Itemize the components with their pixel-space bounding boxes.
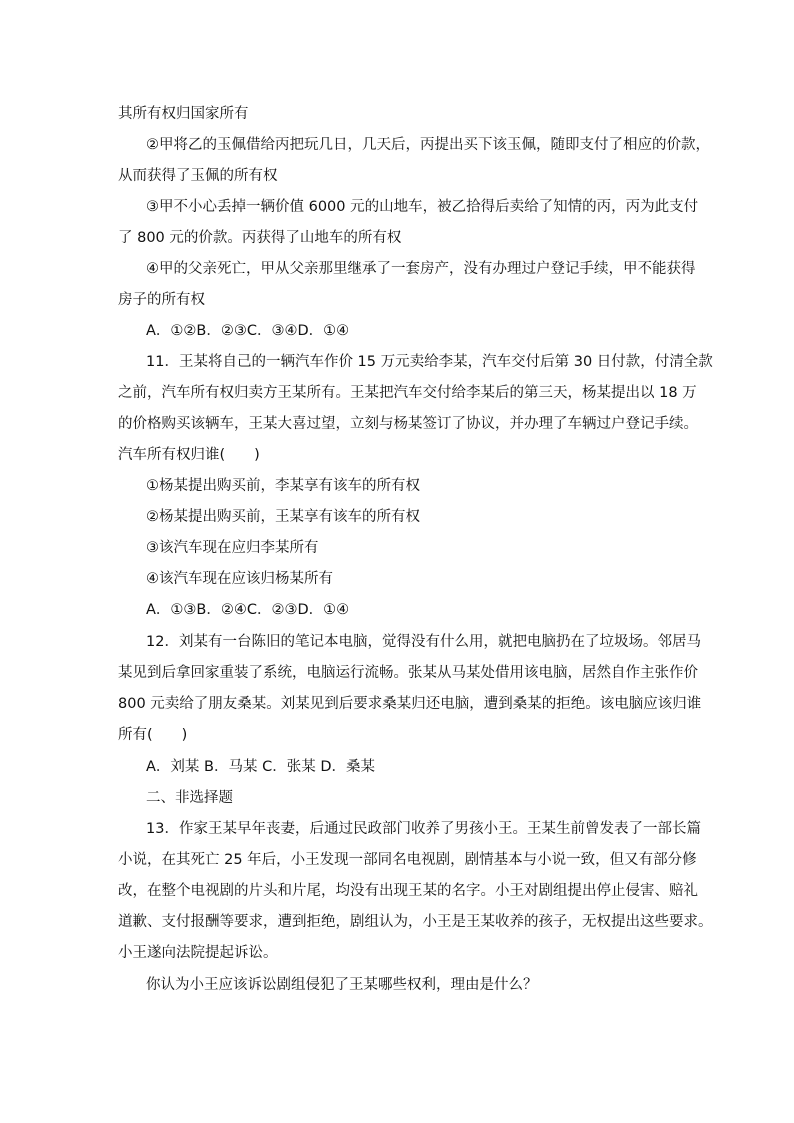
text-line: 的价格购买该辆车，王某大喜过望，立刻与杨某签订了协议，并办理了车辆过户登记手续。 xyxy=(118,416,698,432)
text-line: 所有( ) xyxy=(118,727,188,743)
question-12: 12．刘某有一台陈旧的笔记本电脑，觉得没有什么用，就把电脑扔在了垃圾场。邻居马 xyxy=(146,634,701,650)
question-13: 13．作家王某早年丧妻，后通过民政部门收养了男孩小王。王某生前曾发表了一部长篇 xyxy=(146,821,701,837)
option-line: ①杨某提出购买前，李某享有该车的所有权 xyxy=(146,478,420,494)
text-line: 小说，在其死亡 25 年后，小王发现一部同名电视剧，剧情基本与小说一致，但又有部分修 xyxy=(118,852,697,868)
option-line: ②杨某提出购买前，王某享有该车的所有权 xyxy=(146,509,420,525)
option-line: ③该汽车现在应归李某所有 xyxy=(146,540,319,556)
text-line: 了 800 元的价款。丙获得了山地车的所有权 xyxy=(118,230,402,246)
text-line: 小王遂向法院提起诉讼。 xyxy=(118,945,278,961)
text-line: 从而获得了玉佩的所有权 xyxy=(118,168,278,184)
text-line: 某见到后拿回家重装了系统，电脑运行流畅。张某从马某处借用该电脑，居然自作主张作价 xyxy=(118,665,698,681)
text-line: 改，在整个电视剧的片头和片尾，均没有出现王某的名字。小王对剧组提出停止侵害、赔礼 xyxy=(118,883,698,899)
text-line: 800 元卖给了朋友桑某。刘某见到后要求桑某归还电脑，遭到桑某的拒绝。该电脑应该归谁 xyxy=(118,696,702,712)
answer-choices: A．①③B．②④C．②③D．①④ xyxy=(146,602,350,618)
option-line: ④甲的父亲死亡，甲从父亲那里继承了一套房产，没有办理过户登记手续，甲不能获得 xyxy=(146,261,696,277)
text-line: 汽车所有权归谁( ) xyxy=(118,447,260,463)
text-line: 之前，汽车所有权归卖方王某所有。王某把汽车交付给李某后的第三天，杨某提出以 18 万 xyxy=(118,385,697,401)
section-heading: 二、非选择题 xyxy=(146,790,233,806)
answer-choices: A．①②B．②③C．③④D．①④ xyxy=(146,323,350,339)
question-prompt: 你认为小王应该诉讼剧组侵犯了王某哪些权利，理由是什么？ xyxy=(146,977,538,993)
option-line: ②甲将乙的玉佩借给丙把玩几日，几天后，丙提出买下该玉佩，随即支付了相应的价款， xyxy=(146,137,710,153)
question-11: 11．王某将自己的一辆汽车作价 15 万元卖给李某，汽车交付后第 30 日付款，付清全款 xyxy=(146,354,713,370)
option-line: ③甲不小心丢掉一辆价值 6000 元的山地车，被乙拾得后卖给了知情的丙，丙为此支付 xyxy=(146,199,699,215)
answer-choices: A．刘某 B．马某 C．张某 D．桑某 xyxy=(146,759,375,775)
text-line: 道歉、支付报酬等要求，遭到拒绝，剧组认为，小王是王某收养的孩子，无权提出这些要求。 xyxy=(118,914,713,930)
text-line: 房子的所有权 xyxy=(118,292,205,308)
text-line: 其所有权归国家所有 xyxy=(118,106,249,122)
option-line: ④该汽车现在应该归杨某所有 xyxy=(146,571,333,587)
